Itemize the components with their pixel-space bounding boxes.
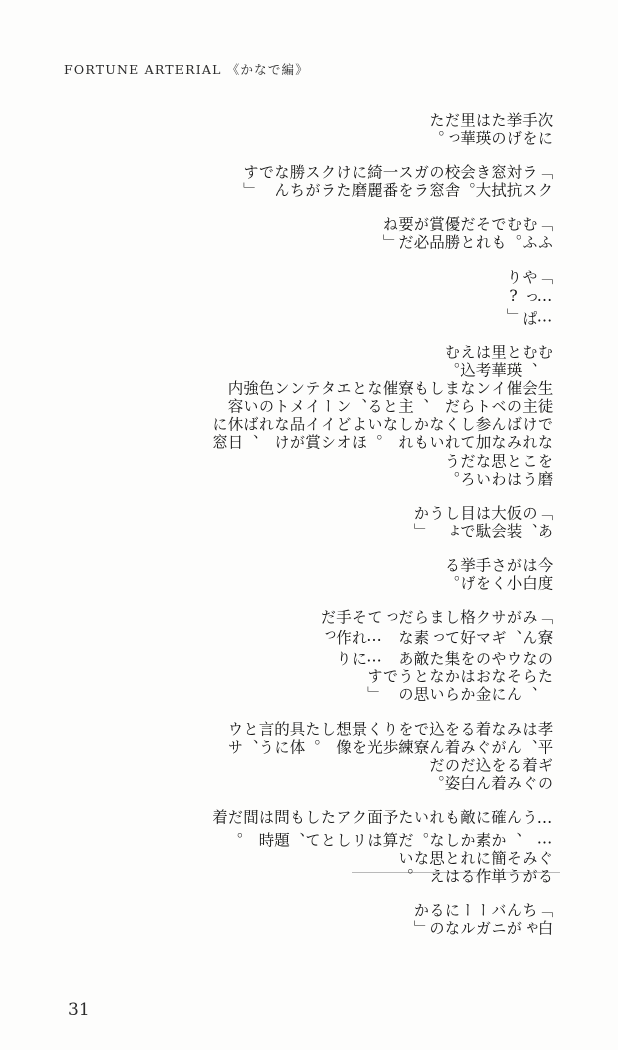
text-column: 「あの、仮装大会は駄目でしょうか」 xyxy=(411,504,554,541)
running-header: FORTUNE ARTERIAL 《かなで編》 xyxy=(64,62,309,77)
text-column: 今度は白が小さく手を挙げる。 xyxy=(442,556,554,594)
text-column: 「ふむふむ。でもそれだと優勝賞品が必要だね」 xyxy=(380,216,554,253)
text-column: 孝平は、みんなが着ぐるみを着込んで寮を練り歩く光景を想像した。 具体的に言うと、ウサ xyxy=(225,720,554,778)
text-column: 生徒会主催のイベントならまだしも、寮主催となると、エンターテインメント色の強い内容 xyxy=(225,380,554,417)
text-column: でなければみんな参加してくれないかもしれない。よほどオイシイ賞品がなければ、休日に窓 xyxy=(210,416,554,453)
text-column: ギの着ぐるみを着込んだ白の姿だ。 xyxy=(427,756,554,794)
text-column: を磨こうとは思わないだろう。 xyxy=(442,452,554,489)
text-column: 「クラス対抗窓拭き大会。校舎の窓ガラスを一番綺麗に磨けたクラスが勝ちなんです」 xyxy=(241,164,554,201)
text-column: たら、そんなにお金はかからないと思うのです」 xyxy=(365,668,554,705)
text-column: ……うん、確かに素敵かもしれない。ただ予算面はクリアしたとしても、問題は時間だ。着 xyxy=(210,809,554,851)
vertical-text-body xyxy=(52,112,562,939)
text-column: 「白ちゃんがバニーガールになるのか」 xyxy=(411,902,554,939)
text-column: 次に手を挙げたのは瑛里華だった。 xyxy=(427,112,554,149)
text-column: 「……やっぱり?」 xyxy=(504,268,554,328)
page-number: 31 xyxy=(68,1000,90,1020)
text-column: むむ、と瑛里華は考え込む。 xyxy=(442,343,554,381)
text-column: ぐるみがそう簡単に作れるとは思えない。 xyxy=(396,850,554,887)
text-column: 「寮のみんなが、ウサギやクマの格好をして集まったら素敵だなあって……それに手作りだっ xyxy=(318,609,554,669)
